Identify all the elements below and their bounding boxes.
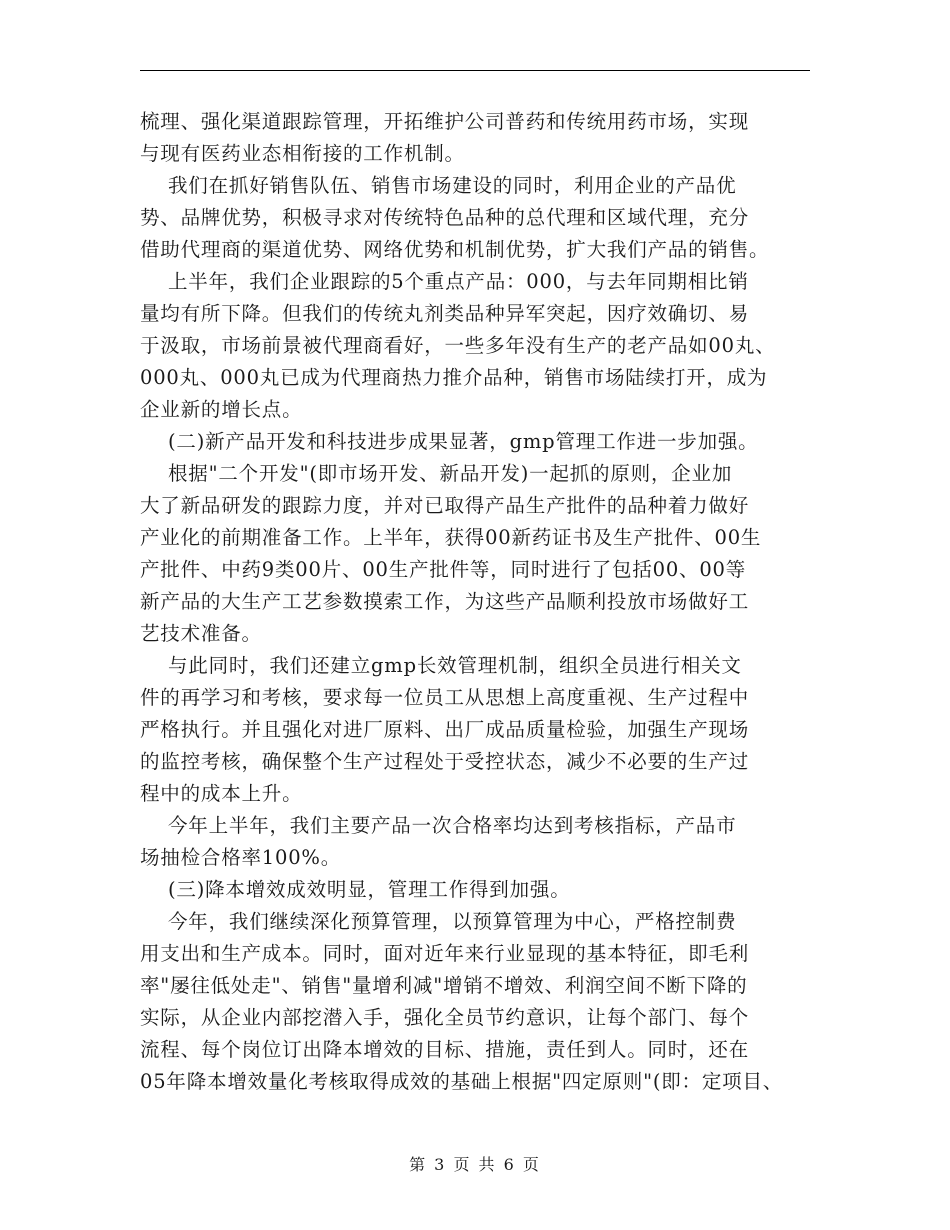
text-line: 今年上半年，我们主要产品一次合格率均达到考核指标，产品市 [140,814,737,837]
text-line: 实际，从企业内部挖潜入手，强化全员节约意识，让每个部门、每个 [140,1006,750,1029]
text-line: 艺技术准备。 [140,622,262,645]
text-line: 与现有医药业态相衔接的工作机制。 [140,142,465,165]
text-line: 产批件、中药9类00片、00生产批件等，同时进行了包括00、00等 [140,558,747,581]
text-line: 用支出和生产成本。同时，面对近年来行业显现的基本特征，即毛利 [140,942,750,965]
text-line: 大了新品研发的跟踪力度，并对已取得产品生产批件的品种着力做好 [140,494,750,517]
document-body [140,106,830,1098]
text-line: 我们在抓好销售队伍、销售市场建设的同时，利用企业的产品优 [140,174,737,197]
text-line: 程中的成本上升。 [140,782,303,805]
text-line: 势、品牌优势，积极寻求对传统特色品种的总代理和区域代理，充分 [140,206,750,229]
text-line: 件的再学习和考核，要求每一位员工从思想上高度重视、生产过程中 [140,686,750,709]
text-line: 场抽检合格率100%。 [140,846,342,869]
text-line: 根据"二个开发"(即市场开发、新品开发)一起抓的原则，企业加 [140,462,733,485]
text-line: 产业化的前期准备工作。上半年，获得00新药证书及生产批件、00生 [140,526,762,549]
text-line: 于汲取，市场前景被代理商看好，一些多年没有生产的老产品如00丸、 [140,334,776,357]
text-line: 企业新的增长点。 [140,398,303,421]
text-line: 率"屡往低处走"、销售"量增利减"增销不增效、利润空间不断下降的 [140,974,748,997]
text-line: 梳理、强化渠道跟踪管理，开拓维护公司普药和传统用药市场，实现 [140,110,750,133]
text-line: 严格执行。并且强化对进厂原料、出厂成品质量检验，加强生产现场 [140,718,750,741]
header-rule [140,70,810,71]
text-line: 量均有所下降。但我们的传统丸剂类品种异军突起，因疗效确切、易 [140,302,750,325]
text-line: 今年，我们继续深化预算管理，以预算管理为中心，严格控制费 [140,910,737,933]
text-line: 与此同时，我们还建立gmp长效管理机制，组织全员进行相关文 [140,654,742,677]
text-line: (二)新产品开发和科技进步成果显著，gmp管理工作进一步加强。 [140,430,759,453]
text-line: 借助代理商的渠道优势、网络优势和机制优势，扩大我们产品的销售。 [140,238,770,261]
text-line: 新产品的大生产工艺参数摸索工作，为这些产品顺利投放市场做好工 [140,590,750,613]
page-number-footer: 第 3 页 共 6 页 [409,1155,541,1174]
text-line: 000丸、000丸已成为代理商热力推介品种，销售市场陆续打开，成为 [140,366,768,389]
text-line: 05年降本增效量化考核取得成效的基础上根据"四定原则"(即：定项目、 [140,1070,784,1093]
text-line: 流程、每个岗位订出降本增效的目标、措施，责任到人。同时，还在 [140,1038,750,1061]
text-line: 上半年，我们企业跟踪的5个重点产品：000，与去年同期相比销 [140,270,749,293]
text-line: 的监控考核，确保整个生产过程处于受控状态，减少不必要的生产过 [140,750,750,773]
text-line: (三)降本增效成效明显，管理工作得到加强。 [140,878,571,901]
